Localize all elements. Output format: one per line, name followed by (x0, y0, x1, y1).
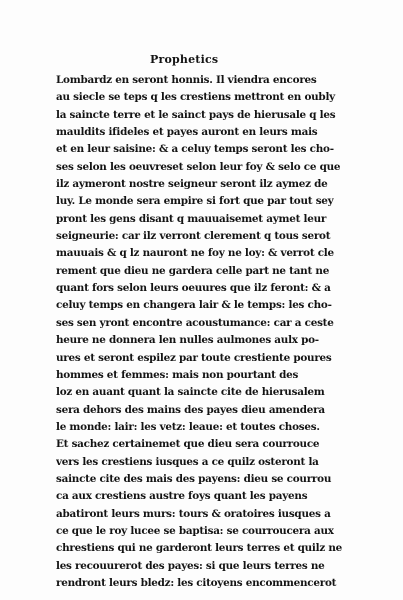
text-line: seigneurie: car ilz verront clerement q tous serot (56, 230, 331, 243)
text-line: ures et seront espilez par toute crestiente poures (56, 351, 332, 364)
text-line: pront les gens disant q mauuaisemet aymet leur (56, 212, 327, 225)
text-line: loz en auant quant la saincte cite de hierusalem (56, 386, 325, 399)
text-line: abatiront leurs murs: tours & oratoires iusques a (56, 507, 331, 520)
text-line: ca aux crestiens austre foys quant les payens (56, 490, 308, 503)
text-line: ce que le roy lucee se baptisa: se courroucera aux (56, 524, 334, 537)
text-block (56, 72, 356, 592)
text-line: saincte cite des mais des payens: dieu se courrou (56, 472, 332, 485)
text-line: les recouurerot des payes: si que leurs terres ne (56, 559, 325, 572)
text-line: au siecle se teps q les crestiens mettront en oubly (56, 91, 335, 104)
text-line: hommes et femmes: mais non pourtant des (56, 368, 299, 381)
text-line: heure ne donnera len nulles aulmones aulx po- (56, 334, 319, 347)
text-line: ses selon les oeuvreset selon leur foy & selo ce que (56, 160, 341, 173)
text-line: celuy temps en changera lair & le temps: les cho- (56, 299, 332, 312)
running-head: Prophetics (150, 53, 219, 66)
text-line: rendront leurs bledz: les citoyens encommencerot (56, 576, 337, 589)
text-line: quant fors selon leurs oeuures que ilz feront: & a (56, 282, 331, 295)
text-line: Lombardz en seront honnis. Il viendra encores (56, 74, 317, 86)
text-line: le monde: lair: les vetz: leaue: et toutes choses. (56, 420, 320, 433)
text-line: vers les crestiens iusques a ce quilz osteront la (56, 455, 319, 468)
text-line: rement que dieu ne gardera celle part ne tant ne (56, 264, 330, 277)
text-line: et en leur saisine: & a celuy temps seront les cho- (56, 143, 334, 156)
text-line: chrestiens qui ne garderont leurs terres et quilz ne (56, 542, 343, 555)
text-line: ilz aymeront nostre seigneur seront ilz aymez de (56, 178, 328, 191)
text-line: luy. Le monde sera empire si fort que par tout sey (56, 195, 334, 208)
text-line: la saincte terre et le sainct pays de hierusale q les (56, 108, 336, 121)
text-line: sera dehors des mains des payes dieu amendera (56, 403, 325, 416)
text-line: ses sen yront encontre acoustumance: car a ceste (56, 316, 334, 329)
text-line: mauldits ifideles et payes auront en leurs mais (56, 126, 318, 139)
text-line: mauuais & q lz nauront ne foy ne loy: & verrot cle (56, 247, 334, 260)
text-line: Et sachez certainemet que dieu sera courrouce (56, 438, 320, 451)
